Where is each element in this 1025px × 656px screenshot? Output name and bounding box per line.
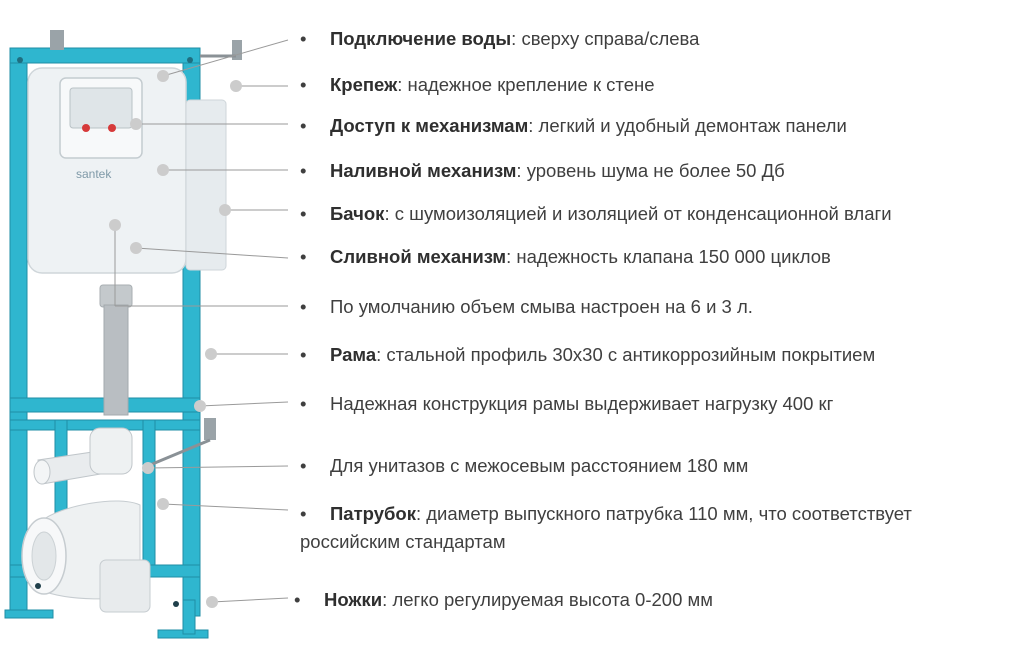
feature-text [330, 453, 748, 479]
bullet: • [300, 74, 307, 95]
feature-description: : надежность клапана 150 000 циклов [506, 246, 831, 267]
feature-description-continued: российским стандартам [300, 531, 506, 552]
bullet: • [300, 246, 307, 267]
callout-dot-9 [194, 400, 206, 412]
callout-dot-12 [206, 596, 218, 608]
bolt-3 [35, 583, 41, 589]
brand-label: santek [76, 167, 112, 181]
callout-dot-6 [130, 242, 142, 254]
callout-dot-2 [230, 80, 242, 92]
bullet: • [300, 115, 307, 136]
callout-line-10 [148, 466, 288, 468]
feature-term: Крепеж [330, 74, 398, 95]
wall-bracket-mid [204, 418, 216, 440]
access-panel-inner [70, 88, 132, 128]
bullet: • [300, 203, 307, 224]
bolt-4 [173, 601, 179, 607]
flush-pipe-collar [100, 285, 132, 307]
feature-term: Ножки [324, 589, 383, 610]
outlet-pipe-end [34, 460, 50, 484]
bullet: • [300, 296, 307, 317]
drain-pipe [100, 560, 150, 612]
feature-text [330, 201, 892, 227]
feature-term: Рама [330, 344, 377, 365]
bullet: • [300, 28, 307, 49]
feature-text [330, 158, 785, 184]
callout-line-11 [163, 504, 288, 510]
bullet: • [300, 393, 307, 414]
wall-rod-mid [150, 440, 210, 465]
bullet: • [300, 344, 307, 365]
toilet-outlet-inner [32, 532, 56, 580]
callout-dot-5 [219, 204, 231, 216]
feature-text [330, 501, 912, 527]
frame-inner-post-right [143, 420, 155, 570]
feature-term: Подключение воды [330, 28, 512, 49]
feature-description: : надежное крепление к стене [397, 74, 655, 95]
feature-description: Для унитазов с межосевым расстоянием 180 мм [330, 455, 749, 476]
feature-term: Бачок [330, 203, 385, 224]
feature-term: Сливной механизм [330, 246, 507, 267]
feature-description: : уровень шума не более 50 Дб [516, 160, 785, 181]
feature-description: Надежная конструкция рамы выдерживает нагрузку 400 кг [330, 393, 834, 414]
feature-text [330, 244, 831, 270]
bullet: • [300, 455, 307, 476]
bolt-2 [187, 57, 193, 63]
callout-line-9 [200, 402, 288, 406]
foot-right-post [183, 600, 195, 634]
callout-dot-1 [157, 70, 169, 82]
bullet: • [300, 160, 307, 181]
valve-red-left [82, 124, 90, 132]
bolt-1 [17, 57, 23, 63]
feature-text [324, 587, 713, 613]
feature-text [330, 391, 833, 417]
callout-dot-4 [157, 164, 169, 176]
callout-dot-7 [109, 219, 121, 231]
callout-dot-8 [205, 348, 217, 360]
wall-bracket-top-left [50, 30, 64, 50]
feature-text [330, 342, 875, 368]
feature-term: Доступ к механизмам [330, 115, 529, 136]
feature-text [330, 113, 847, 139]
valve-red-right [108, 124, 116, 132]
feature-description: : с шумоизоляцией и изоляцией от конденсационной влаги [384, 203, 892, 224]
feature-description: : стальной профиль 30x30 с антикоррозийным покрытием [376, 344, 876, 365]
feature-description: : сверху справа/слева [511, 28, 700, 49]
bullet: • [294, 589, 301, 610]
feature-text [330, 26, 699, 52]
frame-left-post [10, 48, 27, 616]
feature-term: Патрубок [330, 503, 416, 524]
callout-dot-3 [130, 118, 142, 130]
callout-line-12 [212, 598, 288, 602]
feature-description: : легко регулируемая высота 0-200 мм [382, 589, 713, 610]
feature-text [330, 294, 753, 320]
elbow-pipe [90, 428, 132, 474]
frame-top-bar [10, 48, 200, 63]
callout-dot-11 [157, 498, 169, 510]
feature-description: : диаметр выпускного патрубка 110 мм, что соответствует [415, 503, 912, 524]
feature-description: По умолчанию объем смыва настроен на 6 и 3 л. [330, 296, 753, 317]
foot-left [5, 610, 53, 618]
flush-pipe [104, 305, 128, 415]
feature-text [330, 72, 654, 98]
feature-term: Наливной механизм [330, 160, 517, 181]
callout-dot-10 [142, 462, 154, 474]
bullet: • [300, 503, 307, 524]
feature-description: : легкий и удобный демонтаж панели [528, 115, 847, 136]
cistern-side [186, 100, 226, 270]
